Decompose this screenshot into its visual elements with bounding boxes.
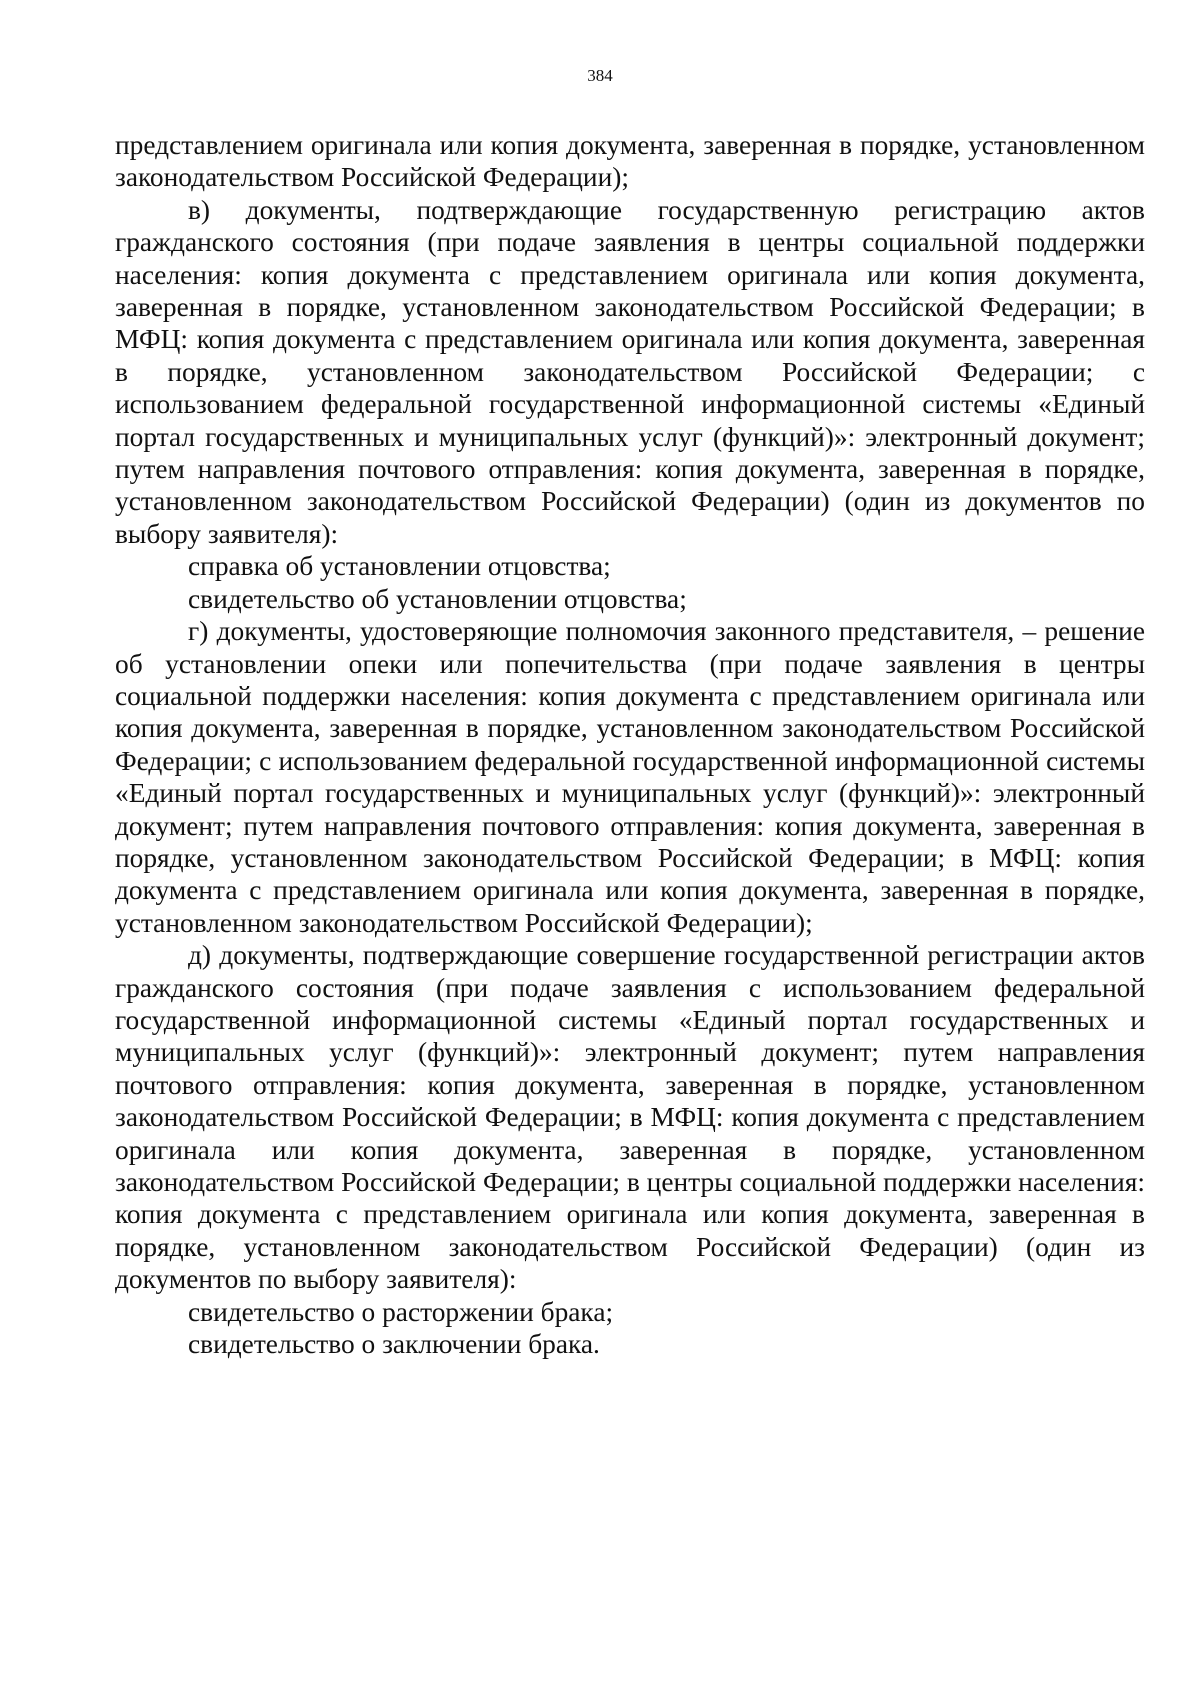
list-item-paternity-certificate: свидетельство об установлении отцовства; — [188, 583, 687, 614]
page-number: 384 — [587, 66, 613, 85]
paragraph-item-g: г) документы, удостоверяющие полномочия законного представителя, – решение об установлении опеки или попечительства (при подаче заявления в центры социальной поддержки населения: копия документа с представлением оригинала или копия документа, заверенная в порядке, установленном законодательством Российской Федерации; с использованием федеральной государственной информационной системы «Единый портал государственных и муниципальных услуг (функций)»: электронный документ; путем направления почтового отправления: копия документа, заверенная в порядке, установленном законодательством Российской Федерации; в МФЦ: копия документа с представлением оригинала или копия документа, заверенная в порядке, установленном законодательством Российской Федерации); — [115, 616, 1145, 938]
list-item-divorce-certificate: свидетельство о расторжении брака; — [188, 1296, 614, 1327]
paragraph-continuation: представлением оригинала или копия документа, заверенная в порядке, установленном законодательством Российской Федерации); — [115, 130, 1145, 193]
list-item-paternity-certificate-note: справка об установлении отцовства; — [188, 551, 611, 582]
list-item-marriage-certificate: свидетельство о заключении брака. — [188, 1329, 600, 1360]
document-body — [115, 129, 1145, 1360]
paragraph-item-v: в) документы, подтверждающие государственную регистрацию актов гражданского состояния (при подаче заявления в центры социальной поддержки населения: копия документа с представлением оригинала или копия документа, заверенная в порядке, установленном законодательством Российской Федерации; в МФЦ: копия документа с представлением оригинала или копия документа, заверенная в порядке, установленном законодательством Российской Федерации; с использованием федеральной государственной информационной системы «Единый портал государственных и муниципальных услуг (функций)»: электронный документ; путем направления почтового отправления: копия документа, заверенная в порядке, установленном законодательством Российской Федерации) (один из документов по выбору заявителя): — [115, 194, 1145, 549]
paragraph-item-d: д) документы, подтверждающие совершение государственной регистрации актов гражданского состояния (при подаче заявления с использованием федеральной государственной информационной системы «Единый портал государственных и муниципальных услуг (функций)»: электронный документ; путем направления почтового отправления: копия документа, заверенная в порядке, установленном законодательством Российской Федерации; в МФЦ: копия документа с представлением оригинала или копия документа, заверенная в порядке, установленном законодательством Российской Федерации; в центры социальной поддержки населения: копия документа с представлением оригинала или копия документа, заверенная в порядке, установленном законодательством Российской Федерации) (один из документов по выбору заявителя): — [115, 940, 1145, 1295]
